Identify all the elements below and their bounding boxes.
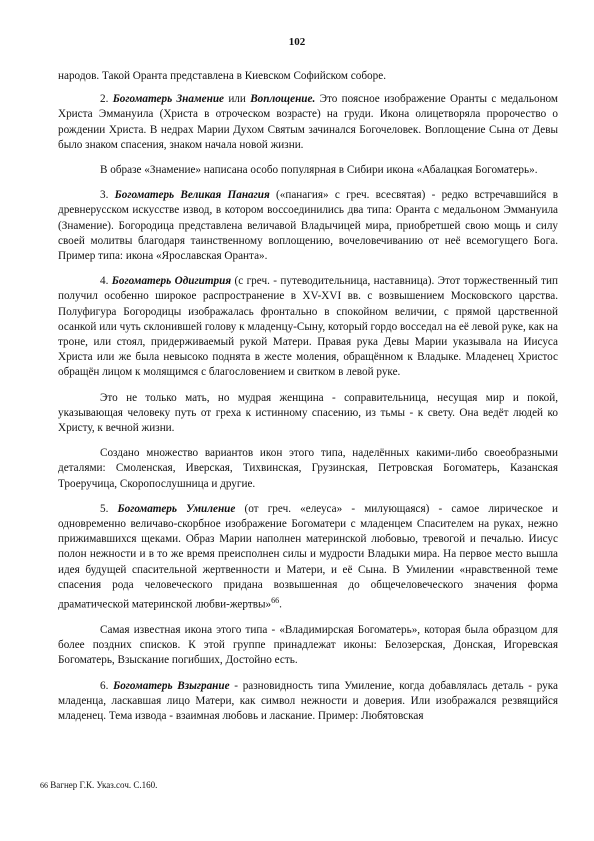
footnote-mark: 66 [40,781,48,790]
icon-type-name: Богоматерь Взыграние [113,679,230,692]
paragraph-text: («панагия» с греч. всесвятая) - редко встречавшийся в древнерусском искусстве извод, в котором воссоединились два типа: Оранта с медальоном Эммануила (Знамение). Богородица представлена величавой Владычицей мира, приобретшей свою мощь и силу своей молитвы благодаря таинственному воплощению, вочеловечиванию от неё всемогущего Бога. Пример типа: икона «Ярославская Оранта». [58,189,559,263]
paragraph-text: 5. [100,502,118,515]
paragraph [58,274,558,380]
paragraph [58,391,558,437]
body-text [58,69,558,734]
paragraph-text: народов. Такой Оранта представлена в Киевском Софийском соборе. [58,70,387,82]
page-number: 102 [288,36,306,48]
paragraph-text: 3. [100,189,115,202]
icon-type-name: Богоматерь Одигитрия [111,275,232,288]
paragraph-text: Это не только мать, но мудрая женщина - соправительница, несущая мир и покой, указывающая человеку путь от греха к истинному спасению, из тьмы - к свету. Она ведёт людей ко Христу, к вечной жизни. [58,391,558,435]
paragraph [58,446,558,492]
paragraph [58,679,558,725]
paragraph-text: 2. [100,93,113,106]
paragraph [58,188,558,264]
paragraph-text: Это поясное изображение Оранты с медальоном Христа Эммануила (Христа в отроческом возрасте) на груди. Икона олицетворяла пророчество о рождении Христа. В недрах Марии Духом Святым зачинался Богочеловек. Воплощение Сына от Девы было знаком спасения, знаком начала новой жизни. [58,93,559,151]
paragraph-text: 6. [100,679,114,692]
footnote [40,780,157,790]
paragraph [58,69,558,84]
paragraph-text: Создано множество вариантов икон этого типа, наделённых какими-либо своеобразными деталями: Смоленская, Иверская, Тихвинская, Грузинская, Петровская Богоматерь, Казанская Троеручица, Скоропослушница и другие. [58,447,558,490]
paragraph-text: - разновидность типа Умиление, когда добавлялась деталь - рука младенца, ласкавшая лицо Матери, как символ нежности и доверия. Или изображался резвящийся младенец. Тема извода - взаимная любовь и ласкание. Пример: Любятовская [58,679,558,723]
paragraph-text: (от греч. «елеуса» - милующаяся) - самое лирическое и одновременно величаво-скорбное изображение Богоматери с младенцем Спасителем на руках, нежно прижимавшихся щеками. Образ Марии наполнен материнской любовью, тревогой и печалью. Иисус полон нежности и в то же время преисполнен силы и мудрости Владыки мира. На первое место вышла идея будущей спасительной жертвенности и Матери, и её Сына. В Умилении «нравственной теме спасения рода человеческого придана возвышенная до общечеловеческого значения форма драматической материнской любви-жертвы» [58,502,559,611]
icon-type-name: Воплощение. [250,93,316,106]
footnote-text: Вагнер Г.К. Указ.соч. С.160. [50,780,158,790]
footnote-reference: 66 [271,596,280,606]
paragraph-text: . [279,598,282,611]
paragraph [58,163,558,178]
paragraph-text: 4. [100,275,112,288]
paragraph-text: (с греч. - путеводительница, наставница). Этот торжественный тип получил особенно широкое распространение в XV-XVI вв. с возвышением Московского царства. Полуфигура Богородицы изображалась фронтально в спокойном величии, с прямой царственной осанкой или чуть склонившей голову к младенцу-Сыну, который гордо восседал на её левой руке, как на троне, или стоял, придерживаемый рукой Матери. Правая рука Девы Марии указывала на Иисуса Христа или же была невысоко поднята в жесте моления, обращённом к Владыке. Младенец Христос обращён лицом к молящимся с благословением и свитком в левой руке. [58,275,559,379]
paragraph [58,502,558,613]
paragraph-text: Самая известная икона этого типа - «Владимирская Богоматерь», которая была образцом для более поздних списков. К этой группе принадлежат иконы: Белозерская, Донская, Игоревская Богоматерь, Взыскание погибших, Достойно есть. [58,624,558,667]
paragraph [58,92,558,153]
paragraph-text: или [224,93,251,106]
icon-type-name: Богоматерь Великая Панагия [114,189,270,202]
icon-type-name: Богоматерь Знамение [112,93,225,106]
icon-type-name: Богоматерь Умиление [117,502,236,515]
paragraph-text: В образе «Знамение» написана особо популярная в Сибири икона «Абалацкая Богоматерь». [100,164,538,177]
paragraph [58,623,558,669]
